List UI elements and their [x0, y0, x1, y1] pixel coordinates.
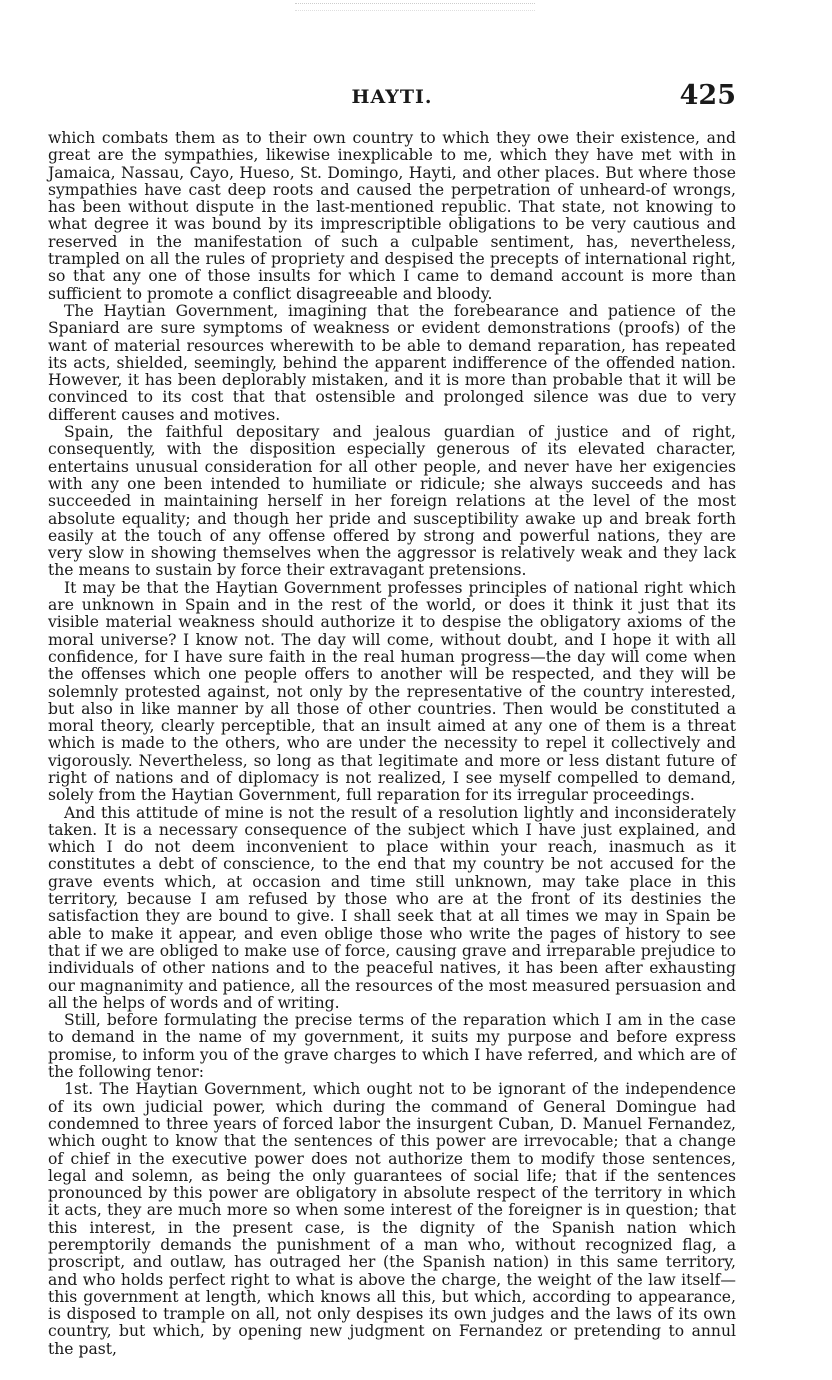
running-head: HAYTI. [351, 86, 433, 108]
paragraph-continuation: which combats them as to their own country to which they owe their existence, and great are the sympathies, likewise inexplicable to me, which they have met with in Jamaica, Nassau, Cayo, Hueso, St. Domingo, Hayti, and other places. But where those sympathies have cast deep roots and caused the perpetration of unheard-of wrongs, has been without dispute in the last-mentioned republic. That state, not knowing to what degree it was bound by its imprescriptible obligations to be very cautious and reserved in the manifestation of such a culpable sentiment, has, nevertheless, trampled on all the rules of propriety and despised the precepts of international right, so that any one of those insults for which I came to demand account is more than sufficient to promote a conflict disagreeable and bloody. [48, 129, 736, 303]
body-text [48, 130, 736, 1358]
page-number: 425 [679, 80, 736, 111]
paragraph: Spain, the faithful depositary and jealous guardian of justice and of right, consequently, with the disposition especially generous of its elevated character, entertains unusual consideration for all other people, and never have her exigencies with any one been intended to humiliate or ridicule; she always succeeds and has succeeded in maintaining herself in her foreign relations at the level of the most absolute equality; and though her pride and susceptibility awake up and break forth easily at the touch of any offense offered by strong and powerful nations, they are very slow in showing themselves when the aggressor is relatively weak and they lack the means to sustain by force their extravagant pretensions. [48, 423, 736, 580]
scan-artifact [295, 3, 535, 11]
paragraph: The Haytian Government, imagining that the forebearance and patience of the Spaniard are sure symptoms of weakness or evident demonstrations (proofs) of the want of material resources wherewith to be able to demand reparation, has repeated its acts, shielded, seemingly, behind the apparent indifference of the offended nation. However, it has been deplorably mistaken, and it is more than probable that it will be convinced to its cost that that ostensible and prolonged silence was due to very different causes and motives. [48, 301, 736, 424]
paragraph: And this attitude of mine is not the result of a resolution lightly and inconsiderately taken. It is a necessary consequence of the subject which I have just explained, and which I do not deem inconvenient to place within your reach, inasmuch as it constitutes a debt of conscience, to the end that my country be not accused for the grave events which, at occasion and time still unknown, may take place in this territory, because I am refused by those who are at the front of its destinies the satisfaction they are bound to give. I shall seek that at all times we may in Spain be able to make it appear, and even oblige those who write the pages of history to see that if we are obliged to make use of force, causing grave and irreparable prejudice to individuals of other nations and to the peaceful natives, it has been after exhausting our magnanimity and patience, all the resources of the most measured persuasion and all the helps of words and of writing. [48, 803, 736, 1012]
paragraph-first-charge: 1st. The Haytian Government, which ought not to be ignorant of the independence of its own judicial power, which during the command of General Domingue had condemned to three years of forced labor the insurgent Cuban, D. Manuel Fernandez, which ought to know that the sentences of this power are irrevocable; that a change of chief in the executive power does not authorize them to modify those sentences, legal and solemn, as being the only guarantees of social life; that if the sentences pronounced by this power are obligatory in absolute respect of the territory in which it acts, they are much more so when some interest of the foreigner is in question; that this interest, in the present case, is the dignity of the Spanish nation which peremptorily demands the punishment of a man who, without recognized flag, a proscript, and outlaw, has outraged her (the Spanish nation) in this same territory, and who holds perfect right to what is above the charge, the weight of the law itself—this government at length, which knows all this, but which, according to appearance, is disposed to trample on all, not only despises its own judges and the laws of its own country, but which, by opening new judgment on Fernandez or pretending to annul the past, [48, 1080, 736, 1358]
page-header [48, 80, 736, 112]
paragraph: It may be that the Haytian Government professes principles of national right which are unknown in Spain and in the rest of the world, or does it think it just that its visible material weakness should authorize it to despise the obligatory axioms of the moral universe? I know not. The day will come, without doubt, and I hope it with all confidence, for I have sure faith in the real human progress—the day will come when the offenses which one people offers to another will be respected, and they will be solemnly protested against, not only by the representative of the country interested, but also in like manner by all those of other countries. Then would be constituted a moral theory, clearly perceptible, that an insult aimed at any one of them is a threat which is made to the others, who are under the necessity to repel it collectively and vigorously. Nevertheless, so long as that legitimate and more or less distant future of right of nations and of diplomacy is not realized, I see myself compelled to demand, solely from the Haytian Government, full reparation for its irregular proceedings. [48, 578, 736, 805]
paragraph: Still, before formulating the precise terms of the reparation which I am in the case to demand in the name of my government, it suits my purpose and before express promise, to inform you of the grave charges to which I have referred, and which are of the following tenor: [48, 1011, 736, 1082]
